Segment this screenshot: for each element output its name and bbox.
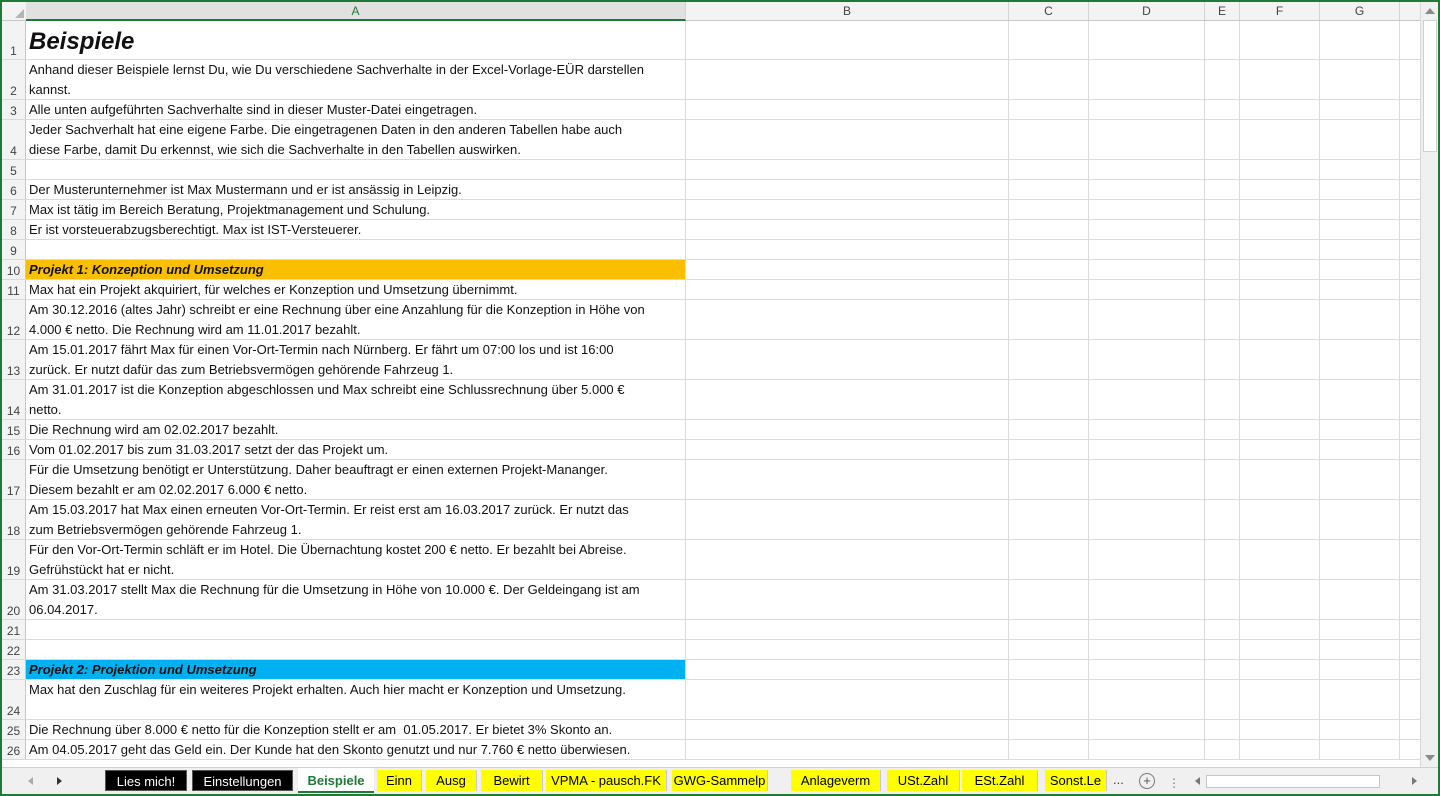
cell-c[interactable] bbox=[1009, 740, 1089, 759]
cell-g[interactable] bbox=[1320, 540, 1400, 579]
cell-a[interactable]: Max hat ein Projekt akquiriert, für welches er Konzeption und Umsetzung übernimmt. bbox=[26, 280, 686, 299]
row-header[interactable]: 4 bbox=[2, 120, 26, 159]
sheet-tab[interactable]: ESt.Zahl bbox=[962, 770, 1038, 791]
horizontal-scrollbar[interactable] bbox=[1192, 774, 1420, 788]
cell-g[interactable] bbox=[1320, 21, 1400, 59]
table-row bbox=[2, 60, 1420, 100]
cell-b[interactable] bbox=[686, 60, 1009, 99]
cell-d[interactable] bbox=[1089, 21, 1205, 59]
cell-b[interactable] bbox=[686, 340, 1009, 379]
select-all-corner[interactable] bbox=[2, 2, 27, 20]
table-row bbox=[2, 280, 1420, 300]
cell-e[interactable] bbox=[1205, 220, 1240, 239]
column-header-f[interactable]: F bbox=[1240, 2, 1320, 20]
scroll-up-icon[interactable] bbox=[1425, 8, 1435, 14]
cell-e[interactable] bbox=[1205, 460, 1240, 499]
cell-b[interactable] bbox=[686, 21, 1009, 59]
row-header[interactable]: 26 bbox=[2, 740, 26, 759]
cell-d[interactable] bbox=[1089, 260, 1205, 279]
cell-f[interactable] bbox=[1240, 100, 1320, 119]
table-row bbox=[2, 500, 1420, 540]
row-header[interactable]: 20 bbox=[2, 580, 26, 619]
table-row bbox=[2, 100, 1420, 120]
cell-a[interactable]: Am 15.03.2017 hat Max einen erneuten Vor-Ort-Termin. Er reist erst am 16.03.2017 zurück. Er nutzt das zum Betriebsvermögen gehörende Fahrzeug 1. bbox=[26, 500, 686, 539]
cell-b[interactable] bbox=[686, 300, 1009, 339]
cell-g[interactable] bbox=[1320, 380, 1400, 419]
scroll-left-icon[interactable] bbox=[1195, 777, 1200, 785]
cell-b[interactable] bbox=[686, 260, 1009, 279]
row-header[interactable]: 24 bbox=[2, 680, 26, 719]
table-row bbox=[2, 120, 1420, 160]
cell-d[interactable] bbox=[1089, 200, 1205, 219]
sheet-tab[interactable]: USt.Zahl bbox=[887, 770, 960, 791]
cell-a[interactable]: Vom 01.02.2017 bis zum 31.03.2017 setzt der das Projekt um. bbox=[26, 440, 686, 459]
cell-e[interactable] bbox=[1205, 120, 1240, 159]
cell-g[interactable] bbox=[1320, 200, 1400, 219]
table-row bbox=[2, 340, 1420, 380]
column-header-g[interactable]: G bbox=[1320, 2, 1400, 20]
cell-c[interactable] bbox=[1009, 100, 1089, 119]
cell-f[interactable] bbox=[1240, 460, 1320, 499]
sheet-tab[interactable]: Einstellungen bbox=[192, 770, 293, 791]
cell-b[interactable] bbox=[686, 640, 1009, 659]
row-header[interactable]: 13 bbox=[2, 340, 26, 379]
cell-g[interactable] bbox=[1320, 640, 1400, 659]
column-header-b[interactable]: B bbox=[686, 2, 1009, 20]
cell-d[interactable] bbox=[1089, 120, 1205, 159]
cell-e[interactable] bbox=[1205, 60, 1240, 99]
cell-a[interactable]: Die Rechnung über 8.000 € netto für die Konzeption stellt er am 01.05.2017. Er bietet 3% Skonto an. bbox=[26, 720, 686, 739]
cell-d[interactable] bbox=[1089, 340, 1205, 379]
row-header[interactable]: 6 bbox=[2, 180, 26, 199]
cell-e[interactable] bbox=[1205, 260, 1240, 279]
next-sheet-icon[interactable] bbox=[57, 777, 62, 785]
cell-e[interactable] bbox=[1205, 300, 1240, 339]
column-header-bar bbox=[2, 2, 1420, 21]
cell-d[interactable] bbox=[1089, 100, 1205, 119]
cell-b[interactable] bbox=[686, 460, 1009, 499]
column-header-a[interactable]: A bbox=[26, 2, 686, 21]
cell-g[interactable] bbox=[1320, 260, 1400, 279]
sheet-tab[interactable]: Bewirt bbox=[481, 770, 543, 791]
cell-c[interactable] bbox=[1009, 380, 1089, 419]
cell-f[interactable] bbox=[1240, 420, 1320, 439]
cell-f[interactable] bbox=[1240, 640, 1320, 659]
cell-g[interactable] bbox=[1320, 120, 1400, 159]
table-row bbox=[2, 200, 1420, 220]
cell-e[interactable] bbox=[1205, 640, 1240, 659]
table-row bbox=[2, 420, 1420, 440]
cell-c[interactable] bbox=[1009, 680, 1089, 719]
cell-c[interactable] bbox=[1009, 340, 1089, 379]
row-header[interactable]: 2 bbox=[2, 60, 26, 99]
cell-e[interactable] bbox=[1205, 440, 1240, 459]
sheet-tab[interactable]: Lies mich! bbox=[105, 770, 187, 791]
cell-f[interactable] bbox=[1240, 21, 1320, 59]
cell-a[interactable]: Am 30.12.2016 (altes Jahr) schreibt er eine Rechnung über eine Anzahlung für die Konzeption in Höhe von 4.000 € netto. Die Rechnung wird am 11.01.2017 bezahlt. bbox=[26, 300, 686, 339]
cell-d[interactable] bbox=[1089, 280, 1205, 299]
cell-d[interactable] bbox=[1089, 440, 1205, 459]
sheet-tab[interactable]: Anlageverm bbox=[791, 770, 881, 791]
cell-grid[interactable] bbox=[2, 21, 1420, 767]
cell-a[interactable]: Am 04.05.2017 geht das Geld ein. Der Kunde hat den Skonto genutzt und nur 7.760 € netto überwiesen. bbox=[26, 740, 686, 759]
cell-g[interactable] bbox=[1320, 60, 1400, 99]
cell-b[interactable] bbox=[686, 220, 1009, 239]
cell-a[interactable]: Projekt 1: Konzeption und Umsetzung bbox=[26, 260, 686, 279]
cell-f[interactable] bbox=[1240, 280, 1320, 299]
cell-a[interactable]: Alle unten aufgeführten Sachverhalte sind in dieser Muster-Datei eingetragen. bbox=[26, 100, 686, 119]
cell-a[interactable]: Für den Vor-Ort-Termin schläft er im Hotel. Die Übernachtung kostet 200 € netto. Er bezahlt bei Abreise. Gefrühstückt hat er nicht. bbox=[26, 540, 686, 579]
cell-g[interactable] bbox=[1320, 420, 1400, 439]
column-header-d[interactable]: D bbox=[1089, 2, 1205, 20]
cell-f[interactable] bbox=[1240, 620, 1320, 639]
cell-b[interactable] bbox=[686, 160, 1009, 179]
cell-e[interactable] bbox=[1205, 680, 1240, 719]
cell-b[interactable] bbox=[686, 120, 1009, 159]
cell-e[interactable] bbox=[1205, 100, 1240, 119]
cell-c[interactable] bbox=[1009, 540, 1089, 579]
table-row bbox=[2, 640, 1420, 660]
cell-c[interactable] bbox=[1009, 620, 1089, 639]
cell-a[interactable] bbox=[26, 640, 686, 659]
cell-g[interactable] bbox=[1320, 660, 1400, 679]
cell-f[interactable] bbox=[1240, 260, 1320, 279]
cell-e[interactable] bbox=[1205, 540, 1240, 579]
table-row bbox=[2, 540, 1420, 580]
table-row bbox=[2, 380, 1420, 420]
cell-a[interactable]: Er ist vorsteuerabzugsberechtigt. Max ist IST-Versteuerer. bbox=[26, 220, 686, 239]
cell-g[interactable] bbox=[1320, 160, 1400, 179]
cell-c[interactable] bbox=[1009, 260, 1089, 279]
sheet-tab[interactable]: Beispiele bbox=[298, 768, 374, 793]
cell-e[interactable] bbox=[1205, 340, 1240, 379]
cell-g[interactable] bbox=[1320, 240, 1400, 259]
cell-d[interactable] bbox=[1089, 300, 1205, 339]
scroll-right-icon[interactable] bbox=[1412, 777, 1417, 785]
cell-e[interactable] bbox=[1205, 660, 1240, 679]
cell-f[interactable] bbox=[1240, 340, 1320, 379]
cell-a[interactable]: Der Musterunternehmer ist Max Mustermann und er ist ansässig in Leipzig. bbox=[26, 180, 686, 199]
cell-d[interactable] bbox=[1089, 420, 1205, 439]
cell-b[interactable] bbox=[686, 540, 1009, 579]
add-sheet-button[interactable]: + bbox=[1139, 773, 1155, 789]
cell-d[interactable] bbox=[1089, 720, 1205, 739]
cell-e[interactable] bbox=[1205, 420, 1240, 439]
cell-a[interactable] bbox=[26, 240, 686, 259]
cell-c[interactable] bbox=[1009, 660, 1089, 679]
cell-f[interactable] bbox=[1240, 580, 1320, 619]
table-row bbox=[2, 720, 1420, 740]
cell-f[interactable] bbox=[1240, 220, 1320, 239]
cell-c[interactable] bbox=[1009, 200, 1089, 219]
cell-a[interactable]: Die Rechnung wird am 02.02.2017 bezahlt. bbox=[26, 420, 686, 439]
cell-b[interactable] bbox=[686, 660, 1009, 679]
cell-e[interactable] bbox=[1205, 21, 1240, 59]
cell-b[interactable] bbox=[686, 720, 1009, 739]
table-row bbox=[2, 260, 1420, 280]
cell-b[interactable] bbox=[686, 200, 1009, 219]
row-header[interactable]: 7 bbox=[2, 200, 26, 219]
cell-d[interactable] bbox=[1089, 620, 1205, 639]
cell-e[interactable] bbox=[1205, 620, 1240, 639]
cell-g[interactable] bbox=[1320, 340, 1400, 379]
table-row bbox=[2, 440, 1420, 460]
cell-c[interactable] bbox=[1009, 220, 1089, 239]
cell-e[interactable] bbox=[1205, 720, 1240, 739]
table-row bbox=[2, 620, 1420, 640]
row-header[interactable]: 15 bbox=[2, 420, 26, 439]
row-header[interactable]: 18 bbox=[2, 500, 26, 539]
sheet-tab[interactable]: Ausg bbox=[426, 770, 477, 791]
cell-a[interactable]: Für die Umsetzung benötigt er Unterstützung. Daher beauftragt er einen externen Projekt-Mananger. Diesem bezahlt er am 02.02.2017 6.000 € netto. bbox=[26, 460, 686, 499]
cell-a[interactable]: Am 31.01.2017 ist die Konzeption abgeschlossen und Max schreibt eine Schlussrechnung über 5.000 € netto. bbox=[26, 380, 686, 419]
table-row bbox=[2, 660, 1420, 680]
sheet-tab[interactable]: Einn bbox=[377, 770, 422, 791]
cell-g[interactable] bbox=[1320, 180, 1400, 199]
cell-f[interactable] bbox=[1240, 300, 1320, 339]
vertical-scroll-thumb[interactable] bbox=[1423, 20, 1437, 152]
cell-f[interactable] bbox=[1240, 120, 1320, 159]
cell-c[interactable] bbox=[1009, 580, 1089, 619]
more-tabs-button[interactable]: ... bbox=[1113, 772, 1124, 787]
cell-f[interactable] bbox=[1240, 200, 1320, 219]
sheet-tab-bar bbox=[2, 767, 1438, 795]
cell-a[interactable]: Anhand dieser Beispiele lernst Du, wie Du verschiedene Sachverhalte in der Excel-Vorlage-EÜR darstellen kannst. bbox=[26, 60, 686, 99]
cell-g[interactable] bbox=[1320, 300, 1400, 339]
cell-d[interactable] bbox=[1089, 640, 1205, 659]
cell-g[interactable] bbox=[1320, 580, 1400, 619]
cell-g[interactable] bbox=[1320, 740, 1400, 759]
row-header[interactable]: 16 bbox=[2, 440, 26, 459]
cell-c[interactable] bbox=[1009, 240, 1089, 259]
row-header[interactable]: 19 bbox=[2, 540, 26, 579]
row-header[interactable]: 10 bbox=[2, 260, 26, 279]
scroll-down-icon[interactable] bbox=[1425, 755, 1435, 761]
cell-d[interactable] bbox=[1089, 580, 1205, 619]
cell-g[interactable] bbox=[1320, 620, 1400, 639]
cell-g[interactable] bbox=[1320, 460, 1400, 499]
vertical-scrollbar[interactable] bbox=[1420, 2, 1439, 767]
column-header-e[interactable]: E bbox=[1205, 2, 1240, 20]
cell-g[interactable] bbox=[1320, 680, 1400, 719]
table-row bbox=[2, 220, 1420, 240]
cell-d[interactable] bbox=[1089, 240, 1205, 259]
cell-d[interactable] bbox=[1089, 220, 1205, 239]
cell-b[interactable] bbox=[686, 580, 1009, 619]
cell-e[interactable] bbox=[1205, 280, 1240, 299]
cell-d[interactable] bbox=[1089, 500, 1205, 539]
cell-c[interactable] bbox=[1009, 160, 1089, 179]
table-row bbox=[2, 300, 1420, 340]
table-row bbox=[2, 680, 1420, 720]
cell-b[interactable] bbox=[686, 420, 1009, 439]
cell-c[interactable] bbox=[1009, 440, 1089, 459]
cell-a[interactable] bbox=[26, 620, 686, 639]
row-header[interactable]: 22 bbox=[2, 640, 26, 659]
cell-g[interactable] bbox=[1320, 440, 1400, 459]
cell-b[interactable] bbox=[686, 680, 1009, 719]
cell-f[interactable] bbox=[1240, 240, 1320, 259]
cell-e[interactable] bbox=[1205, 240, 1240, 259]
row-header[interactable]: 3 bbox=[2, 100, 26, 119]
cell-c[interactable] bbox=[1009, 640, 1089, 659]
cell-g[interactable] bbox=[1320, 100, 1400, 119]
row-header[interactable]: 9 bbox=[2, 240, 26, 259]
sheet-tab[interactable]: Sonst.Le bbox=[1045, 770, 1107, 791]
cell-c[interactable] bbox=[1009, 60, 1089, 99]
cell-b[interactable] bbox=[686, 100, 1009, 119]
cell-d[interactable] bbox=[1089, 60, 1205, 99]
cell-c[interactable] bbox=[1009, 120, 1089, 159]
table-row bbox=[2, 460, 1420, 500]
cell-f[interactable] bbox=[1240, 540, 1320, 579]
table-row bbox=[2, 160, 1420, 180]
cell-d[interactable] bbox=[1089, 380, 1205, 419]
table-row bbox=[2, 240, 1420, 260]
column-header-c[interactable]: C bbox=[1009, 2, 1089, 20]
prev-sheet-icon[interactable] bbox=[28, 777, 33, 785]
row-header[interactable]: 21 bbox=[2, 620, 26, 639]
cell-d[interactable] bbox=[1089, 680, 1205, 719]
cell-c[interactable] bbox=[1009, 300, 1089, 339]
cell-b[interactable] bbox=[686, 620, 1009, 639]
cell-g[interactable] bbox=[1320, 220, 1400, 239]
cell-b[interactable] bbox=[686, 180, 1009, 199]
cell-c[interactable] bbox=[1009, 280, 1089, 299]
cell-d[interactable] bbox=[1089, 160, 1205, 179]
select-all-icon bbox=[15, 9, 24, 18]
cell-e[interactable] bbox=[1205, 740, 1240, 759]
cell-b[interactable] bbox=[686, 240, 1009, 259]
row-header[interactable]: 12 bbox=[2, 300, 26, 339]
cell-g[interactable] bbox=[1320, 280, 1400, 299]
cell-a[interactable]: Jeder Sachverhalt hat eine eigene Farbe. Die eingetragenen Daten in den anderen Tabellen habe auch diese Farbe, damit Du erkennst, wie sich die Sachverhalte in den Tabellen auswirken. bbox=[26, 120, 686, 159]
row-header[interactable]: 1 bbox=[2, 21, 26, 59]
cell-c[interactable] bbox=[1009, 500, 1089, 539]
cell-b[interactable] bbox=[686, 440, 1009, 459]
cell-f[interactable] bbox=[1240, 660, 1320, 679]
cell-e[interactable] bbox=[1205, 200, 1240, 219]
table-row bbox=[2, 180, 1420, 200]
cell-b[interactable] bbox=[686, 740, 1009, 759]
cell-b[interactable] bbox=[686, 500, 1009, 539]
sheet-tab[interactable]: VPMA - pausch.FK bbox=[546, 770, 667, 791]
cell-d[interactable] bbox=[1089, 740, 1205, 759]
cell-c[interactable] bbox=[1009, 21, 1089, 59]
cell-a[interactable]: Max hat den Zuschlag für ein weiteres Projekt erhalten. Auch hier macht er Konzeption und Umsetzung. bbox=[26, 680, 686, 719]
cell-e[interactable] bbox=[1205, 160, 1240, 179]
cell-d[interactable] bbox=[1089, 460, 1205, 499]
row-header[interactable]: 8 bbox=[2, 220, 26, 239]
cell-b[interactable] bbox=[686, 280, 1009, 299]
cell-c[interactable] bbox=[1009, 420, 1089, 439]
row-header[interactable]: 5 bbox=[2, 160, 26, 179]
cell-f[interactable] bbox=[1240, 740, 1320, 759]
cell-c[interactable] bbox=[1009, 460, 1089, 499]
cell-c[interactable] bbox=[1009, 720, 1089, 739]
cell-d[interactable] bbox=[1089, 180, 1205, 199]
cell-a[interactable]: Max ist tätig im Bereich Beratung, Projektmanagement und Schulung. bbox=[26, 200, 686, 219]
table-row bbox=[2, 580, 1420, 620]
cell-f[interactable] bbox=[1240, 500, 1320, 539]
row-header[interactable]: 11 bbox=[2, 280, 26, 299]
cell-e[interactable] bbox=[1205, 180, 1240, 199]
horizontal-scroll-thumb[interactable] bbox=[1206, 775, 1380, 788]
table-row bbox=[2, 740, 1420, 760]
row-header[interactable]: 17 bbox=[2, 460, 26, 499]
row-header[interactable]: 23 bbox=[2, 660, 26, 679]
cell-a[interactable]: Projekt 2: Projektion und Umsetzung bbox=[26, 660, 686, 679]
cell-f[interactable] bbox=[1240, 160, 1320, 179]
table-row bbox=[2, 21, 1420, 60]
cell-a[interactable]: Beispiele bbox=[26, 21, 686, 59]
cell-e[interactable] bbox=[1205, 580, 1240, 619]
row-header[interactable]: 25 bbox=[2, 720, 26, 739]
cell-d[interactable] bbox=[1089, 660, 1205, 679]
cell-f[interactable] bbox=[1240, 720, 1320, 739]
sheet-tab[interactable]: GWG-Sammelp bbox=[672, 770, 768, 791]
cell-a[interactable]: Am 15.01.2017 fährt Max für einen Vor-Ort-Termin nach Nürnberg. Er fährt um 07:00 los und ist 16:00 zurück. Er nutzt dafür das zum Betriebsvermögen gehörende Fahrzeug 1. bbox=[26, 340, 686, 379]
cell-d[interactable] bbox=[1089, 540, 1205, 579]
cell-c[interactable] bbox=[1009, 180, 1089, 199]
row-header[interactable]: 14 bbox=[2, 380, 26, 419]
tab-splitter-icon[interactable]: ⋮ bbox=[1168, 776, 1180, 790]
cell-f[interactable] bbox=[1240, 60, 1320, 99]
cell-a[interactable]: Am 31.03.2017 stellt Max die Rechnung für die Umsetzung in Höhe von 10.000 €. Der Geldeingang ist am 06.04.2017. bbox=[26, 580, 686, 619]
cell-e[interactable] bbox=[1205, 500, 1240, 539]
cell-g[interactable] bbox=[1320, 500, 1400, 539]
cell-f[interactable] bbox=[1240, 180, 1320, 199]
cell-f[interactable] bbox=[1240, 380, 1320, 419]
cell-b[interactable] bbox=[686, 380, 1009, 419]
cell-e[interactable] bbox=[1205, 380, 1240, 419]
cell-a[interactable] bbox=[26, 160, 686, 179]
cell-g[interactable] bbox=[1320, 720, 1400, 739]
cell-f[interactable] bbox=[1240, 680, 1320, 719]
cell-f[interactable] bbox=[1240, 440, 1320, 459]
